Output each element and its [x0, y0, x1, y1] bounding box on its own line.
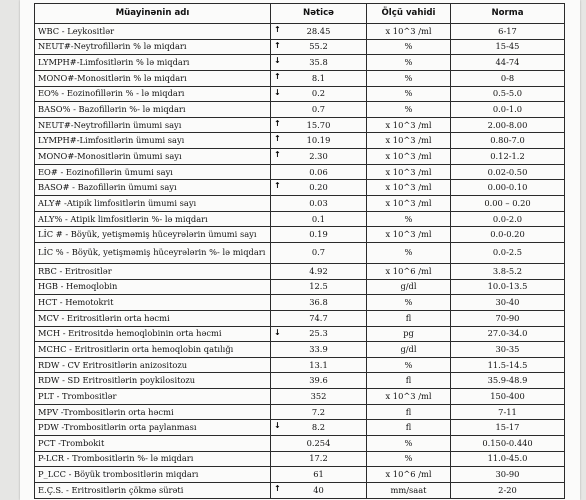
norm-cell: 6-17 [451, 24, 565, 40]
norm-cell: 0-8 [451, 70, 565, 86]
arrow-up-icon: ↑ [274, 118, 281, 128]
result-cell [271, 211, 367, 227]
table-row [35, 389, 565, 405]
unit-cell: x 10^3 /ml [367, 117, 451, 133]
test-name-cell: RDW - CV Eritrositlərin anizositozu [35, 357, 271, 373]
result-cell [271, 389, 367, 405]
arrow-down-icon: ↓ [274, 421, 281, 431]
test-name-cell: ALY% - Atipik limfositlərin %- lə miqdarı [35, 211, 271, 227]
unit-cell: % [367, 451, 451, 467]
unit-cell: g/dl [367, 279, 451, 295]
norm-cell: 0.12-1.2 [451, 149, 565, 165]
table-row [35, 180, 565, 196]
arrow-up-icon: ↑ [274, 40, 281, 50]
result-cell [271, 436, 367, 452]
unit-cell: mm/saat [367, 482, 451, 498]
result-cell [271, 24, 367, 40]
lab-results-table [34, 3, 565, 499]
test-name-cell: LİC # - Böyük, yetişməmiş hüceyrələrin ümumi sayı [35, 227, 271, 243]
unit-cell: x 10^6 /ml [367, 263, 451, 279]
result-cell [271, 133, 367, 149]
unit-cell: % [367, 102, 451, 118]
result-cell [271, 164, 367, 180]
test-name-cell: NEUT#-Neytrofillərin % lə miqdarı [35, 39, 271, 55]
unit-cell: % [367, 357, 451, 373]
result-cell [271, 404, 367, 420]
table-row [35, 279, 565, 295]
test-name-cell: PLT - Trombositlər [35, 389, 271, 405]
result-cell [271, 86, 367, 102]
result-cell [271, 263, 367, 279]
test-name-cell: WBC - Leykositlər [35, 24, 271, 40]
arrow-up-icon: ↑ [274, 25, 281, 34]
result-cell [271, 482, 367, 498]
norm-cell: 2.00-8.00 [451, 117, 565, 133]
unit-cell: x 10^3 /ml [367, 196, 451, 212]
result-value: 55.2 [309, 41, 328, 52]
result-value: 2.30 [309, 150, 328, 161]
result-cell [271, 342, 367, 358]
table-row [35, 467, 565, 483]
norm-cell: 150-400 [451, 389, 565, 405]
unit-cell: fl [367, 404, 451, 420]
result-value: 0.1 [311, 213, 326, 224]
test-name-cell: LYMPH#-Limfositlərin ümumi sayı [35, 133, 271, 149]
norm-cell: 11.0-45.0 [451, 451, 565, 467]
table-row [35, 242, 565, 263]
result-value: 33.9 [309, 343, 328, 354]
unit-cell: fl [367, 420, 451, 436]
table-row [35, 436, 565, 452]
test-name-cell: MONO#-Monositlərin ümumi sayı [35, 149, 271, 165]
norm-cell: 0.150-0.440 [451, 436, 565, 452]
test-name-cell: HGB - Hemoqlobin [35, 279, 271, 295]
header-result: Nəticə [271, 4, 367, 24]
norm-cell: 2-20 [451, 482, 565, 498]
table-header-row [35, 4, 565, 24]
table-row [35, 326, 565, 342]
table-row [35, 263, 565, 279]
arrow-down-icon: ↓ [274, 87, 281, 97]
unit-cell: pg [367, 326, 451, 342]
table-row [35, 373, 565, 389]
norm-cell: 0.02-0.50 [451, 164, 565, 180]
test-name-cell: EO# - Eozinofillərin ümumi sayı [35, 164, 271, 180]
unit-cell: % [367, 242, 451, 263]
result-value: 25.3 [309, 328, 328, 339]
test-name-cell: BASO% - Bazofillərin %- lə miqdarı [35, 102, 271, 118]
result-value: 0.7 [311, 247, 326, 258]
result-value: 0.03 [309, 197, 328, 208]
norm-cell: 3.8-5.2 [451, 263, 565, 279]
norm-cell: 0.0-2.5 [451, 242, 565, 263]
result-value: 39.6 [309, 375, 328, 386]
result-value: 0.2 [311, 88, 326, 99]
unit-cell: x 10^3 /ml [367, 164, 451, 180]
table-row [35, 227, 565, 243]
norm-cell: 0.0-0.20 [451, 227, 565, 243]
unit-cell: x 10^3 /ml [367, 149, 451, 165]
test-name-cell: RBC - Eritrositlər [35, 263, 271, 279]
table-row [35, 70, 565, 86]
test-name-cell: E.Ç.S. - Eritrositlərin çökmə sürəti [35, 482, 271, 498]
table-row [35, 310, 565, 326]
norm-cell: 0.5-5.0 [451, 86, 565, 102]
test-name-cell: MONO#-Monositlərin % lə miqdarı [35, 70, 271, 86]
norm-cell: 27.0-34.0 [451, 326, 565, 342]
norm-cell: 0.80-7.0 [451, 133, 565, 149]
result-cell [271, 326, 367, 342]
result-cell [271, 373, 367, 389]
test-name-cell: MCHC - Eritrositlərin orta hemoqlobin qatılığı [35, 342, 271, 358]
table-row [35, 482, 565, 498]
result-value: 8.1 [311, 72, 326, 83]
result-cell [271, 467, 367, 483]
arrow-down-icon: ↓ [274, 327, 281, 337]
unit-cell: x 10^3 /ml [367, 227, 451, 243]
arrow-up-icon: ↑ [274, 483, 281, 493]
result-cell [271, 39, 367, 55]
table-row [35, 342, 565, 358]
test-name-cell: LYMPH#-Limfositlərin % lə miqdarı [35, 55, 271, 71]
table-row [35, 404, 565, 420]
unit-cell: g/dl [367, 342, 451, 358]
unit-cell: % [367, 295, 451, 311]
test-name-cell: PDW -Trombositlərin orta paylanması [35, 420, 271, 436]
unit-cell: x 10^6 /ml [367, 467, 451, 483]
table-row [35, 211, 565, 227]
norm-cell: 7-11 [451, 404, 565, 420]
result-cell [271, 180, 367, 196]
result-value: 0.254 [306, 437, 331, 448]
norm-cell: 70-90 [451, 310, 565, 326]
result-cell [271, 227, 367, 243]
unit-cell: % [367, 70, 451, 86]
table-row [35, 24, 565, 40]
table-row [35, 117, 565, 133]
result-value: 10.19 [306, 135, 331, 146]
table-row [35, 133, 565, 149]
norm-cell: 0.0-1.0 [451, 102, 565, 118]
result-value: 35.8 [309, 57, 328, 68]
result-cell [271, 117, 367, 133]
lab-report-page [20, 0, 580, 500]
test-name-cell: P_LCC - Böyük trombositlərin miqdarı [35, 467, 271, 483]
result-value: 0.20 [309, 182, 328, 193]
test-name-cell: HCT - Hemotokrit [35, 295, 271, 311]
result-value: 0.19 [309, 229, 328, 240]
test-name-cell: LİC % - Böyük, yetişməmiş hüceyrələrin %- lə miqdarı [35, 242, 271, 263]
table-row [35, 295, 565, 311]
table-row [35, 164, 565, 180]
table-row [35, 420, 565, 436]
norm-cell: 15-45 [451, 39, 565, 55]
test-name-cell: EO% - Eozinofillərin % - lə miqdarı [35, 86, 271, 102]
test-name-cell: MCH - Eritrositdə hemoqlobinin orta həcmi [35, 326, 271, 342]
result-value: 74.7 [309, 312, 328, 323]
arrow-down-icon: ↓ [274, 56, 281, 66]
table-row [35, 196, 565, 212]
unit-cell: % [367, 55, 451, 71]
result-value: 4.92 [309, 265, 328, 276]
arrow-up-icon: ↑ [274, 181, 281, 191]
result-value: 12.5 [309, 281, 328, 292]
result-cell [271, 279, 367, 295]
norm-cell: 0.00-0.10 [451, 180, 565, 196]
table-body [35, 24, 565, 499]
norm-cell: 15-17 [451, 420, 565, 436]
arrow-up-icon: ↑ [274, 150, 281, 160]
test-name-cell: BASO# - Bazofillərin ümumi sayı [35, 180, 271, 196]
result-value: 15.70 [306, 119, 331, 130]
unit-cell: fl [367, 310, 451, 326]
table-row [35, 357, 565, 373]
result-cell [271, 420, 367, 436]
result-cell [271, 102, 367, 118]
result-value: 7.2 [311, 406, 326, 417]
norm-cell: 11.5-14.5 [451, 357, 565, 373]
unit-cell: % [367, 39, 451, 55]
result-cell [271, 242, 367, 263]
header-norm: Norma [451, 4, 565, 24]
table-row [35, 451, 565, 467]
test-name-cell: PCT -Trombokit [35, 436, 271, 452]
table-row [35, 149, 565, 165]
norm-cell: 0.0-2.0 [451, 211, 565, 227]
table-row [35, 39, 565, 55]
unit-cell: % [367, 211, 451, 227]
unit-cell: fl [367, 373, 451, 389]
result-cell [271, 55, 367, 71]
unit-cell: x 10^3 /ml [367, 389, 451, 405]
result-value: 17.2 [309, 453, 328, 464]
table-row [35, 55, 565, 71]
result-cell [271, 295, 367, 311]
result-cell [271, 451, 367, 467]
result-value: 8.2 [311, 422, 326, 433]
unit-cell: % [367, 86, 451, 102]
unit-cell: x 10^3 /ml [367, 133, 451, 149]
test-name-cell: ALY# -Atipik limfositlərin ümumi sayı [35, 196, 271, 212]
result-value: 0.06 [309, 166, 328, 177]
result-cell [271, 196, 367, 212]
unit-cell: x 10^3 /ml [367, 180, 451, 196]
test-name-cell: RDW - SD Eritrositlərin poykilositozu [35, 373, 271, 389]
unit-cell: x 10^3 /ml [367, 24, 451, 40]
result-value: 40 [313, 484, 324, 495]
arrow-up-icon: ↑ [274, 71, 281, 81]
table-row [35, 86, 565, 102]
test-name-cell: P-LCR - Trombositlərin %- lə miqdarı [35, 451, 271, 467]
arrow-up-icon: ↑ [274, 134, 281, 144]
result-cell [271, 70, 367, 86]
norm-cell: 30-40 [451, 295, 565, 311]
result-value: 36.8 [309, 297, 328, 308]
result-cell [271, 149, 367, 165]
table-row [35, 102, 565, 118]
norm-cell: 30-90 [451, 467, 565, 483]
norm-cell: 30-35 [451, 342, 565, 358]
result-value: 0.7 [311, 104, 326, 115]
result-value: 28.45 [306, 25, 331, 36]
result-cell [271, 357, 367, 373]
norm-cell: 0.00 – 0.20 [451, 196, 565, 212]
test-name-cell: MPV -Trombositlərin orta həcmi [35, 404, 271, 420]
norm-cell: 10.0-13.5 [451, 279, 565, 295]
result-value: 13.1 [309, 359, 328, 370]
norm-cell: 35.9-48.9 [451, 373, 565, 389]
test-name-cell: NEUT#-Neytrofillərin ümumi sayı [35, 117, 271, 133]
header-unit: Ölçü vahidi [367, 4, 451, 24]
result-value: 61 [313, 469, 324, 480]
test-name-cell: MCV - Eritrositlərin orta həcmi [35, 310, 271, 326]
norm-cell: 44-74 [451, 55, 565, 71]
unit-cell: % [367, 436, 451, 452]
header-test-name: Müayinənin adı [35, 4, 271, 24]
result-cell [271, 310, 367, 326]
result-value: 352 [310, 390, 327, 401]
